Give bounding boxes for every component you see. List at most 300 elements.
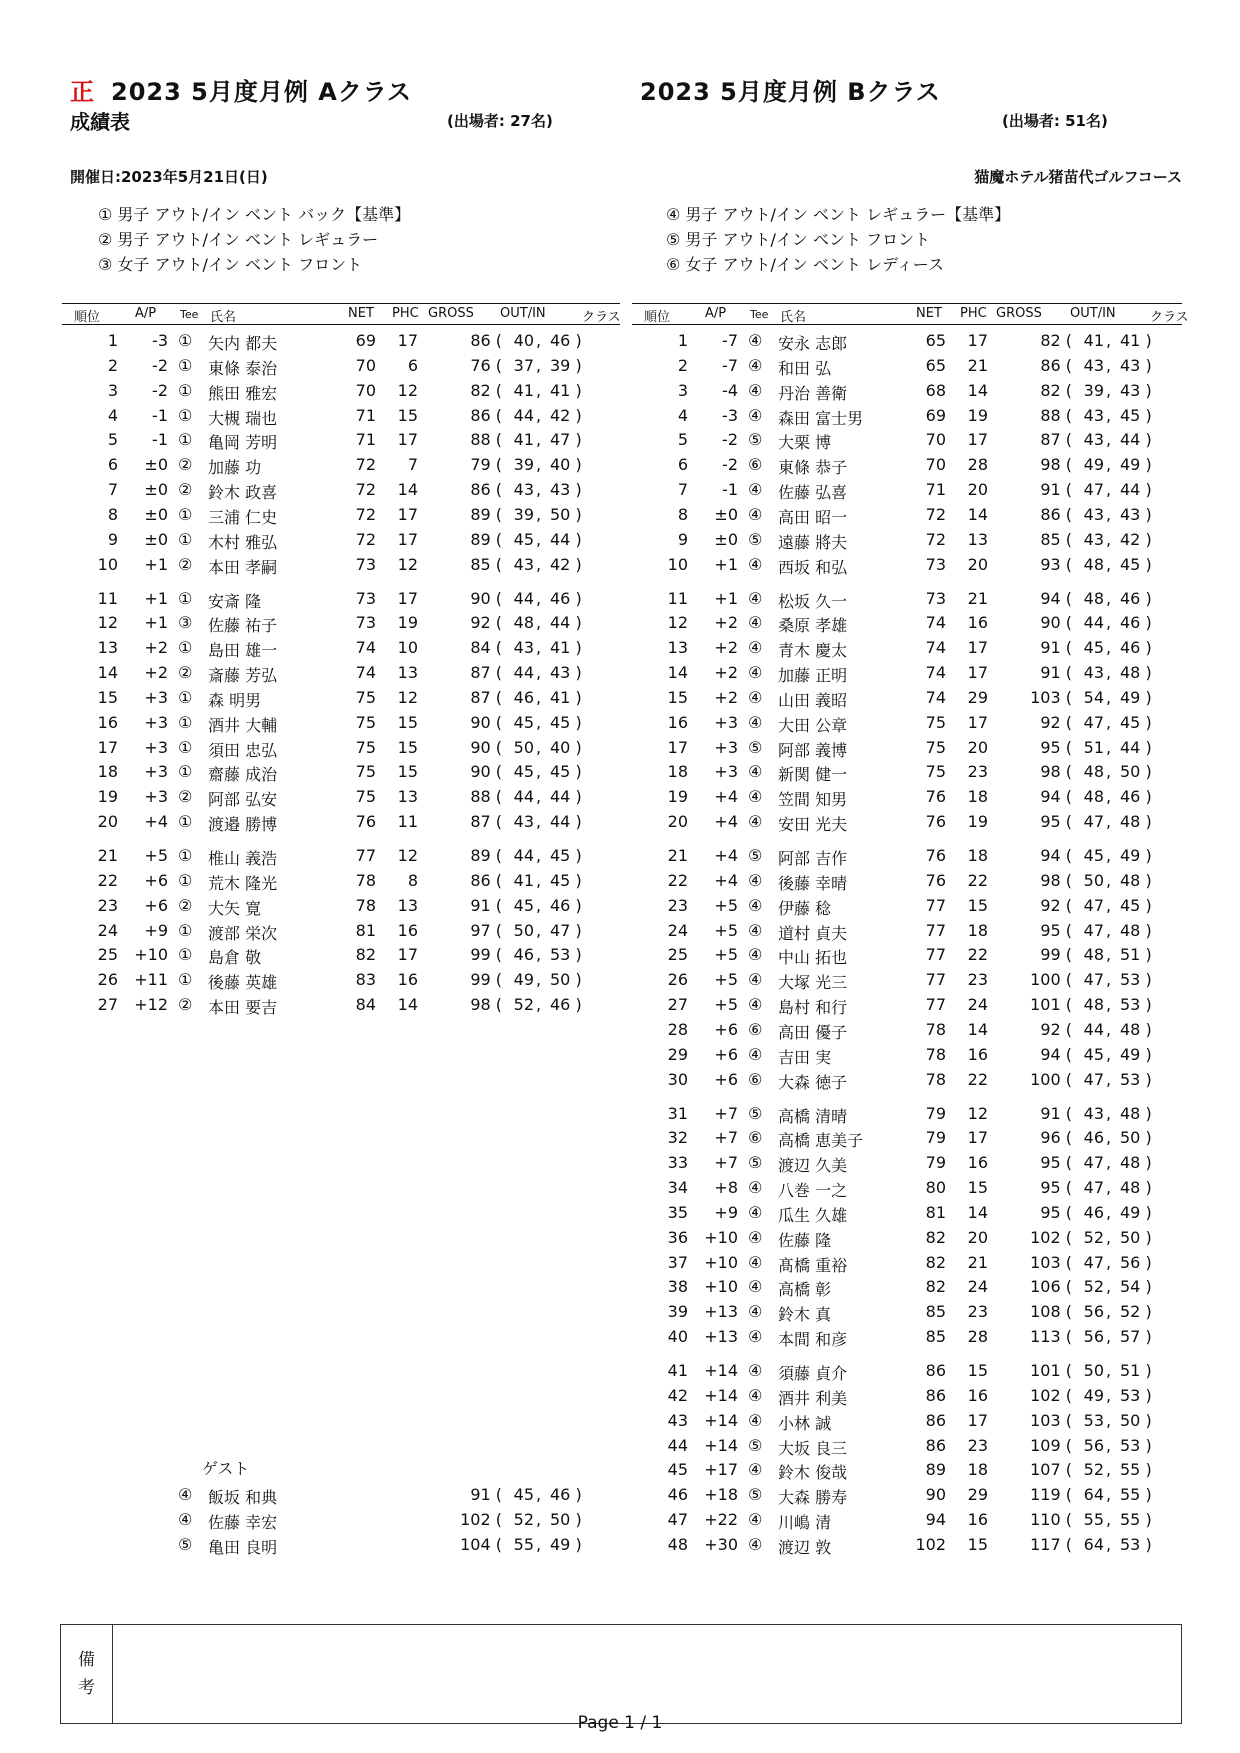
tee-cell: ④ <box>748 1361 763 1380</box>
tee-cell: ① <box>178 405 193 425</box>
ap-cell: +3 <box>714 737 738 757</box>
ap-cell: +4 <box>714 787 738 807</box>
phc-cell: 13 <box>397 787 418 807</box>
in-cell: 44 ) <box>550 812 582 832</box>
separator: , <box>1106 1435 1112 1455</box>
table-row <box>632 454 1172 479</box>
tee-cell: ① <box>178 870 193 890</box>
table-row <box>632 969 1172 994</box>
in-cell: 39 ) <box>550 355 582 375</box>
tee-cell: ④ <box>748 504 763 524</box>
name-cell: 酒井 利美 <box>778 1388 848 1408</box>
col-name: 氏名 <box>780 310 807 325</box>
rank-cell: 32 <box>667 1128 688 1148</box>
name-cell: 島村 和行 <box>778 998 848 1018</box>
tee-cell: ④ <box>748 1178 763 1198</box>
remarks-label <box>61 1625 113 1723</box>
table-row <box>62 429 602 454</box>
in-cell: 48 ) <box>1120 1153 1152 1173</box>
name-cell: 渡辺 久美 <box>778 1156 848 1176</box>
separator: , <box>536 1485 542 1504</box>
tee-cell: ④ <box>748 1277 763 1297</box>
tee-cell: ② <box>178 995 193 1015</box>
separator: , <box>536 970 542 990</box>
in-cell: 49 ) <box>1120 1044 1152 1064</box>
ap-cell: -7 <box>722 355 738 375</box>
gross-cell: 113 ( <box>1030 1327 1072 1347</box>
phc-cell: 14 <box>967 380 988 400</box>
ap-cell: -1 <box>722 480 738 500</box>
b-class-table-header <box>632 303 1189 325</box>
gross-cell: 102 ( <box>1030 1227 1072 1247</box>
table-row <box>632 1459 1172 1484</box>
net-cell: 76 <box>355 812 376 832</box>
col-tee: Tee <box>750 308 769 321</box>
rank-cell: 16 <box>667 712 688 732</box>
in-cell: 50 ) <box>1120 1410 1152 1430</box>
gross-cell: 109 ( <box>1030 1435 1072 1455</box>
ap-cell: +5 <box>714 945 738 965</box>
name-cell: 東條 泰治 <box>208 358 278 378</box>
net-cell: 74 <box>925 613 946 633</box>
tee-cell: ⑤ <box>748 529 763 549</box>
revision-mark: 正 <box>70 78 95 106</box>
tee-cell: ① <box>178 945 193 965</box>
rank-cell: 39 <box>667 1302 688 1322</box>
separator: , <box>536 638 542 658</box>
table-row <box>632 944 1172 969</box>
phc-cell: 12 <box>397 846 418 865</box>
table-row <box>632 1385 1172 1410</box>
tee-cell: ④ <box>748 1302 763 1322</box>
separator: , <box>536 945 542 965</box>
in-cell: 48 ) <box>1120 920 1152 940</box>
gross-cell: 92 ( <box>470 613 502 633</box>
phc-cell: 17 <box>397 430 418 450</box>
separator: , <box>1106 895 1112 915</box>
table-row <box>62 811 602 836</box>
table-row <box>632 712 1172 737</box>
separator: , <box>1106 1327 1112 1347</box>
name-cell: 木村 雅弘 <box>208 532 278 552</box>
in-cell: 46 ) <box>1120 588 1152 608</box>
rank-cell: 4 <box>107 405 118 425</box>
table-row <box>632 920 1172 945</box>
phc-cell: 14 <box>967 1202 988 1222</box>
in-cell: 41 ) <box>550 687 582 707</box>
in-cell: 48 ) <box>1120 663 1152 683</box>
in-cell: 44 ) <box>550 787 582 807</box>
in-cell: 44 ) <box>1120 430 1152 450</box>
phc-cell: 15 <box>967 1178 988 1198</box>
separator: , <box>536 331 542 350</box>
table-row <box>62 895 602 920</box>
in-cell: 45 ) <box>1120 712 1152 732</box>
rank-cell: 16 <box>97 712 118 732</box>
rank-cell: 8 <box>107 504 118 524</box>
phc-cell: 20 <box>967 1227 988 1247</box>
in-cell: 47 ) <box>550 430 582 450</box>
net-cell: 75 <box>355 712 376 732</box>
b-class-title: 2023 5月度月例 Bクラス <box>640 78 941 106</box>
net-cell: 74 <box>925 687 946 707</box>
rank-cell: 48 <box>667 1534 688 1554</box>
net-cell: 83 <box>355 970 376 990</box>
gross-cell: 90 ( <box>1040 613 1072 633</box>
rank-cell: 12 <box>97 613 118 633</box>
in-cell: 46 ) <box>550 995 582 1015</box>
tee-cell: ① <box>178 812 193 832</box>
separator: , <box>1106 812 1112 832</box>
tee-cell: ⑤ <box>748 737 763 757</box>
net-cell: 77 <box>925 970 946 990</box>
gross-cell: 90 ( <box>470 737 502 757</box>
rank-cell: 18 <box>97 762 118 782</box>
out-cell: 45 <box>513 529 534 549</box>
name-cell: 安田 光夫 <box>778 815 848 835</box>
ap-cell: +1 <box>144 554 168 574</box>
phc-cell: 18 <box>967 787 988 807</box>
rank-cell: 5 <box>677 430 688 450</box>
tee-cell: ⑤ <box>748 1103 763 1123</box>
guest-row <box>62 1509 602 1534</box>
table-row <box>632 529 1172 554</box>
separator: , <box>1106 1277 1112 1297</box>
in-cell: 44 ) <box>1120 737 1152 757</box>
ap-cell: +3 <box>144 762 168 782</box>
tee-cell: ④ <box>748 687 763 707</box>
net-cell: 70 <box>925 455 946 475</box>
ap-cell: +18 <box>704 1485 738 1505</box>
separator: , <box>1106 380 1112 400</box>
net-cell: 77 <box>925 920 946 940</box>
table-row <box>632 479 1172 504</box>
rank-cell: 7 <box>107 480 118 500</box>
name-cell: 亀岡 芳明 <box>208 433 278 453</box>
name-cell: 亀田 良明 <box>208 1538 278 1557</box>
out-cell: 43 <box>1083 663 1104 683</box>
tee-cell: ⑤ <box>748 1435 763 1455</box>
rank-cell: 12 <box>667 613 688 633</box>
net-cell: 89 <box>925 1460 946 1480</box>
tee-cell: ④ <box>748 1252 763 1272</box>
table-row <box>632 786 1172 811</box>
tee-cell: ④ <box>748 554 763 574</box>
rank-cell: 28 <box>667 1019 688 1039</box>
net-cell: 72 <box>925 529 946 549</box>
name-cell: 吉田 実 <box>778 1047 832 1067</box>
tee-cell: ④ <box>748 588 763 608</box>
out-cell: 43 <box>513 554 534 574</box>
out-cell: 50 <box>1083 870 1104 890</box>
out-cell: 44 <box>1083 613 1104 633</box>
net-cell: 71 <box>355 405 376 425</box>
gross-cell: 91 ( <box>1040 638 1072 658</box>
remarks-box <box>60 1624 1182 1724</box>
ap-cell: +5 <box>714 970 738 990</box>
name-cell: 大塚 光三 <box>778 973 848 993</box>
rank-cell: 20 <box>667 812 688 832</box>
net-cell: 76 <box>925 846 946 865</box>
table-row <box>632 811 1172 836</box>
in-cell: 57 ) <box>1120 1327 1152 1347</box>
name-cell: 阿部 義博 <box>778 740 848 760</box>
separator: , <box>1106 405 1112 425</box>
ap-cell: +9 <box>144 920 168 940</box>
phc-cell: 15 <box>967 1534 988 1554</box>
rank-cell: 37 <box>667 1252 688 1272</box>
name-cell: 須藤 貞介 <box>778 1364 848 1383</box>
phc-cell: 15 <box>967 895 988 915</box>
in-cell: 50 ) <box>1120 1128 1152 1148</box>
out-cell: 45 <box>513 1485 534 1504</box>
net-cell: 74 <box>925 663 946 683</box>
tee-cell: ① <box>178 846 193 865</box>
out-cell: 52 <box>1083 1277 1104 1297</box>
name-cell: 齋藤 成治 <box>208 765 278 785</box>
name-cell: 熊田 雅宏 <box>208 383 278 403</box>
out-cell: 53 <box>1083 1410 1104 1430</box>
name-cell: 佐藤 弘喜 <box>778 483 848 503</box>
ap-cell: +3 <box>144 737 168 757</box>
col-phc: PHC <box>960 306 987 321</box>
separator: , <box>1106 970 1112 990</box>
table-row <box>632 1276 1172 1301</box>
name-cell: 森 明男 <box>208 690 262 710</box>
table-row <box>632 737 1172 762</box>
out-cell: 44 <box>1083 1019 1104 1039</box>
name-cell: 安斎 隆 <box>208 591 262 611</box>
separator: , <box>536 762 542 782</box>
in-cell: 46 ) <box>550 1485 582 1504</box>
in-cell: 46 ) <box>550 895 582 915</box>
gross-cell: 86 ( <box>470 870 502 890</box>
out-cell: 46 <box>513 687 534 707</box>
table-row <box>632 637 1172 662</box>
out-cell: 48 <box>1083 588 1104 608</box>
phc-cell: 15 <box>397 405 418 425</box>
name-cell: 八巻 一之 <box>778 1181 848 1201</box>
phc-cell: 17 <box>397 588 418 608</box>
net-cell: 74 <box>925 638 946 658</box>
ap-cell: +8 <box>714 1178 738 1198</box>
table-row <box>62 479 602 504</box>
tee-cell: ④ <box>748 1410 763 1430</box>
page-number: Page 1 / 1 <box>577 1713 663 1733</box>
table-row <box>62 786 602 811</box>
separator: , <box>1106 737 1112 757</box>
table-row <box>632 870 1172 895</box>
name-cell: 鈴木 俊哉 <box>778 1463 848 1483</box>
phc-cell: 12 <box>397 380 418 400</box>
gross-cell: 102 ( <box>460 1510 502 1529</box>
in-cell: 53 ) <box>550 945 582 965</box>
in-cell: 53 ) <box>1120 1534 1152 1554</box>
out-cell: 47 <box>1083 812 1104 832</box>
net-cell: 74 <box>355 663 376 683</box>
in-cell: 45 ) <box>550 762 582 782</box>
net-cell: 68 <box>925 380 946 400</box>
out-cell: 44 <box>513 588 534 608</box>
out-cell: 48 <box>1083 554 1104 574</box>
separator: , <box>1106 638 1112 658</box>
out-cell: 44 <box>513 663 534 683</box>
tee-cell: ④ <box>748 613 763 633</box>
tee-cell: ① <box>178 920 193 940</box>
tee-cell: ⑤ <box>748 846 763 865</box>
out-cell: 47 <box>1083 920 1104 940</box>
gross-cell: 110 ( <box>1030 1510 1072 1530</box>
name-cell: 佐藤 祐子 <box>208 616 278 636</box>
ap-cell: +5 <box>714 995 738 1015</box>
net-cell: 81 <box>355 920 376 940</box>
rank-cell: 22 <box>97 870 118 890</box>
out-cell: 44 <box>513 787 534 807</box>
a-class-title <box>70 72 412 107</box>
out-cell: 43 <box>1083 529 1104 549</box>
ap-cell: -2 <box>722 430 738 450</box>
rank-cell: 3 <box>677 380 688 400</box>
gross-cell: 91 ( <box>470 1485 502 1504</box>
col-name: 氏名 <box>210 310 237 325</box>
separator: , <box>1106 554 1112 574</box>
rank-cell: 33 <box>667 1153 688 1173</box>
net-cell: 86 <box>925 1385 946 1405</box>
rank-cell: 38 <box>667 1277 688 1297</box>
ap-cell: +4 <box>714 846 738 865</box>
gross-cell: 98 ( <box>1040 762 1072 782</box>
in-cell: 56 ) <box>1120 1252 1152 1272</box>
name-cell: 道村 貞夫 <box>778 923 848 943</box>
in-cell: 51 ) <box>1120 1361 1152 1380</box>
rank-cell: 36 <box>667 1227 688 1247</box>
gross-cell: 119 ( <box>1030 1485 1072 1505</box>
ap-cell: +17 <box>704 1460 738 1480</box>
in-cell: 49 ) <box>1120 687 1152 707</box>
out-cell: 43 <box>513 812 534 832</box>
net-cell: 69 <box>355 331 376 350</box>
net-cell: 82 <box>925 1252 946 1272</box>
in-cell: 40 ) <box>550 737 582 757</box>
name-cell: 加藤 功 <box>208 458 262 478</box>
name-cell: 瓜生 久雄 <box>778 1205 848 1225</box>
rank-cell: 18 <box>667 762 688 782</box>
name-cell: 阿部 吉作 <box>778 849 848 868</box>
phc-cell: 18 <box>967 1460 988 1480</box>
net-cell: 77 <box>925 995 946 1015</box>
name-cell: 小林 誠 <box>778 1413 832 1433</box>
out-cell: 47 <box>1083 895 1104 915</box>
separator: , <box>536 1510 542 1529</box>
separator: , <box>1106 846 1112 865</box>
out-cell: 55 <box>1083 1510 1104 1530</box>
phc-cell: 11 <box>397 812 418 832</box>
gross-cell: 88 ( <box>470 430 502 450</box>
out-cell: 45 <box>1083 846 1104 865</box>
col-rank: 順位 <box>74 310 101 325</box>
name-cell: 東條 恭子 <box>778 458 848 478</box>
gross-cell: 89 ( <box>470 529 502 549</box>
gross-cell: 91 ( <box>1040 663 1072 683</box>
net-cell: 65 <box>925 355 946 375</box>
tee-cell: ① <box>178 970 193 990</box>
phc-cell: 17 <box>967 331 988 350</box>
ap-cell: +13 <box>704 1302 738 1322</box>
in-cell: 55 ) <box>1120 1485 1152 1505</box>
rank-cell: 7 <box>677 480 688 500</box>
in-cell: 49 ) <box>1120 1202 1152 1222</box>
tee-cell: ⑤ <box>178 1535 193 1554</box>
phc-cell: 22 <box>967 945 988 965</box>
phc-cell: 14 <box>397 995 418 1015</box>
gross-cell: 87 ( <box>470 687 502 707</box>
gross-cell: 90 ( <box>470 762 502 782</box>
out-cell: 48 <box>513 613 534 633</box>
out-cell: 47 <box>1083 1069 1104 1089</box>
name-cell: 加藤 正明 <box>778 666 848 686</box>
separator: , <box>1106 1460 1112 1480</box>
name-cell: 後藤 幸晴 <box>778 873 848 893</box>
tee-cell: ④ <box>748 1202 763 1222</box>
tee-legend-item: ② 男子 アウト/イン ベント レギュラー <box>98 230 379 249</box>
separator: , <box>1106 1227 1112 1247</box>
net-cell: 86 <box>925 1361 946 1380</box>
table-row <box>632 1326 1172 1351</box>
phc-cell: 16 <box>967 1510 988 1530</box>
name-cell: 遠藤 將夫 <box>778 532 848 552</box>
out-cell: 48 <box>1083 995 1104 1015</box>
tee-legend-item: ④ 男子 アウト/イン ベント レギュラー【基準】 <box>666 205 1011 224</box>
out-cell: 46 <box>1083 1202 1104 1222</box>
name-cell: 和田 弘 <box>778 358 832 378</box>
separator: , <box>536 995 542 1015</box>
ap-cell: +4 <box>714 870 738 890</box>
net-cell: 82 <box>925 1277 946 1297</box>
tee-cell: ④ <box>178 1485 193 1504</box>
table-row <box>62 612 602 637</box>
gross-cell: 94 ( <box>1040 787 1072 807</box>
separator: , <box>536 405 542 425</box>
tee-cell: ① <box>178 737 193 757</box>
gross-cell: 89 ( <box>470 504 502 524</box>
in-cell: 55 ) <box>1120 1510 1152 1530</box>
table-row <box>632 895 1172 920</box>
ap-cell: +5 <box>714 920 738 940</box>
gross-cell: 82 ( <box>1040 331 1072 350</box>
gross-cell: 95 ( <box>1040 1153 1072 1173</box>
name-cell: 本間 和彦 <box>778 1330 848 1350</box>
separator: , <box>1106 762 1112 782</box>
out-cell: 49 <box>513 970 534 990</box>
name-cell: 中山 拓也 <box>778 948 848 968</box>
out-cell: 52 <box>513 1510 534 1529</box>
ap-cell: +1 <box>144 588 168 608</box>
phc-cell: 23 <box>967 762 988 782</box>
a-class-subtitle: 成績表 <box>70 110 130 134</box>
table-row <box>62 355 602 380</box>
separator: , <box>536 920 542 940</box>
rank-cell: 24 <box>667 920 688 940</box>
rank-cell: 6 <box>107 455 118 475</box>
out-cell: 49 <box>1083 1385 1104 1405</box>
in-cell: 49 ) <box>1120 846 1152 865</box>
separator: , <box>1106 1019 1112 1039</box>
net-cell: 72 <box>355 529 376 549</box>
table-row <box>632 1103 1172 1128</box>
net-cell: 78 <box>925 1044 946 1064</box>
in-cell: 50 ) <box>1120 1227 1152 1247</box>
ap-cell: +10 <box>704 1227 738 1247</box>
